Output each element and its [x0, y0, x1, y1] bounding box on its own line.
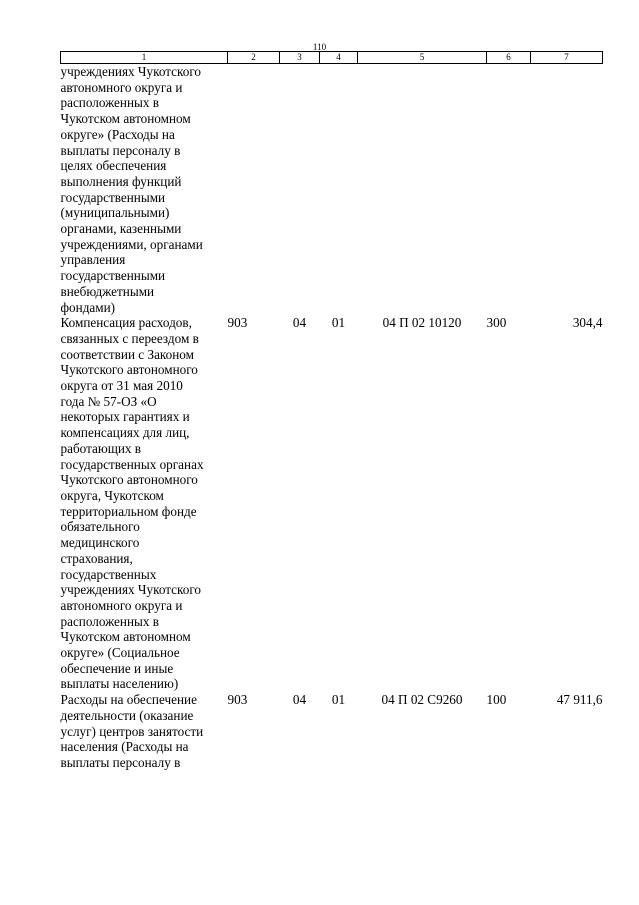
description-line: Чукотского автономного	[60, 472, 198, 488]
description-line: внебюджетными	[60, 283, 155, 299]
target-article-code	[358, 64, 487, 316]
page-number: 110	[312, 42, 327, 52]
description-line: компенсациях для лиц,	[60, 425, 190, 441]
description-line: управления	[60, 252, 126, 268]
table-row	[61, 315, 603, 692]
column-header-5: 5	[358, 52, 487, 64]
column-header-4: 4	[320, 52, 358, 64]
description-line: обязательного	[60, 519, 140, 535]
description-line: выплаты персоналу в	[60, 142, 181, 158]
description-line: расположенных в	[60, 95, 160, 111]
table-body	[61, 64, 603, 771]
description-line: фондами)	[60, 299, 116, 315]
description-line: некоторых гарантиях и	[60, 409, 190, 425]
description-line: работающих в	[60, 440, 142, 456]
amount-value: 304,4	[572, 315, 603, 331]
column-header-1: 1	[61, 52, 228, 64]
section-code: 04	[292, 315, 307, 331]
description-line: расположенных в	[60, 613, 160, 629]
description-line: округе» (Расходы на	[60, 126, 175, 142]
table-row	[61, 64, 603, 316]
expense-type-code: 100	[486, 692, 507, 708]
grbs-code: 903	[227, 692, 248, 708]
target-article-code: 04 П 02 10120	[382, 315, 462, 331]
description-line: соответствии с Законом	[60, 346, 194, 362]
description-line: выплаты населению)	[60, 676, 179, 692]
description-line: органами, казенными	[60, 221, 182, 237]
description-line: округа, Чукотском	[60, 487, 164, 503]
amount-value: 47 911,6	[556, 692, 603, 708]
description-line: округа от 31 мая 2010	[60, 378, 183, 394]
description-line: страхования,	[60, 550, 133, 566]
description-line: связанных с переездом в	[60, 330, 199, 346]
description-line: населения (Расходы на	[60, 739, 189, 755]
row-description	[61, 64, 228, 316]
expense-type-code	[487, 64, 531, 316]
description-line: Расходы на обеспечение	[60, 692, 197, 708]
column-header-7: 7	[531, 52, 603, 64]
grbs-code	[228, 64, 280, 316]
description-line: территориальном фонде	[60, 503, 197, 519]
subsection-code: 01	[331, 692, 346, 708]
description-line: автономного округа и	[60, 597, 183, 613]
description-line: государственных органах	[60, 456, 204, 472]
description-line: услуг) центров занятости	[60, 723, 204, 739]
description-line: государственными	[60, 268, 166, 284]
description-line: округе» (Социальное	[60, 645, 180, 661]
section-code: 04	[292, 692, 307, 708]
description-line: автономного округа и	[60, 79, 183, 95]
grbs-code: 903	[227, 315, 248, 331]
description-line: выплаты персоналу в	[60, 754, 181, 770]
column-header-2: 2	[228, 52, 280, 64]
column-header-6: 6	[487, 52, 531, 64]
expense-type-code: 300	[486, 315, 507, 331]
description-line: целях обеспечения	[60, 158, 167, 174]
description-line: государственных	[60, 566, 157, 582]
subsection-code	[320, 64, 358, 316]
row-description	[61, 692, 228, 771]
description-line: медицинского	[60, 535, 140, 551]
description-line: Компенсация расходов,	[60, 315, 192, 331]
amount-value	[531, 64, 603, 316]
description-line: деятельности (оказание	[60, 707, 194, 723]
budget-table	[60, 51, 603, 771]
description-line: учреждениями, органами	[60, 236, 203, 252]
column-header-3: 3	[280, 52, 320, 64]
description-line: года № 57-ОЗ «О	[60, 393, 157, 409]
column-number-row	[61, 52, 603, 64]
description-line: (муниципальными)	[60, 205, 170, 221]
subsection-code: 01	[331, 315, 346, 331]
table-row	[61, 692, 603, 771]
description-line: Чукотском автономном	[60, 111, 191, 127]
row-description	[61, 315, 228, 692]
target-article-code: 04 П 02 С9260	[381, 692, 463, 708]
description-line: учреждениях Чукотского	[60, 64, 202, 79]
description-line: Чукотском автономном	[60, 629, 191, 645]
description-line: государственными	[60, 189, 166, 205]
section-code	[280, 64, 320, 316]
description-line: Чукотского автономного	[60, 362, 198, 378]
description-line: выполнения функций	[60, 173, 182, 189]
description-line: обеспечение и иные	[60, 660, 174, 676]
description-line: учреждениях Чукотского	[60, 582, 202, 598]
